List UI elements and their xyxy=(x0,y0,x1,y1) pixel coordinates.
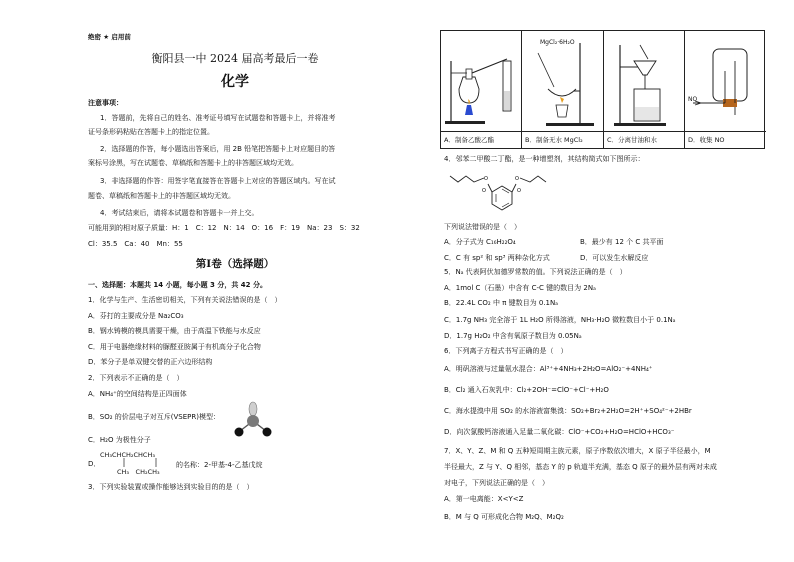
note-line: 3．非选择题的作答：用签字笔直接答在答题卡上对应的答题区域内。写在试 xyxy=(100,177,336,185)
q3-stem: 3．下列实验装置或操作能够达到实验目的的是（ ） xyxy=(88,483,254,491)
apparatus-c xyxy=(604,31,685,148)
note-line: 题卷、草稿纸和答题卡上的非答题区域均无效。 xyxy=(88,192,235,200)
q7-stem-line1: 7．X、Y、Z、M 和 Q 五种短周期主族元素，原子序数依次增大，X 原子半径最小，M xyxy=(444,447,711,455)
q4-option-d: D．可以发生水解反应 xyxy=(580,254,649,262)
apparatus-a xyxy=(441,31,522,148)
q4-option-c: C．C 有 sp² 和 sp³ 两种杂化方式 xyxy=(444,254,550,262)
mgcl2-label: MgCl₂·6H₂O xyxy=(540,39,575,46)
q6-option-d: D．向次氯酸钙溶液通入足量二氧化碳：ClO⁻+CO₂+H₂O=HClO+HCO₃⁻ xyxy=(444,428,675,436)
atomic-masses: 可能用到的相对原子质量：H：1 C：12 N：14 O：16 F：19 Na：23 S：32 xyxy=(88,224,360,232)
note-line: 4．考试结束后，请将本试题卷和答题卡一并上交。 xyxy=(100,209,259,217)
note-line: 1．答题前，先将自己的姓名、准考证号填写在试题卷和答题卡上，并将准考 xyxy=(100,114,336,122)
q5-option-c: C．1.7g NH₃ 完全溶于 1L H₂O 所得溶液，NH₃·H₂O 微粒数目小于 0.1Nₐ xyxy=(444,316,676,324)
caption-a: A．制备乙酸乙酯 xyxy=(441,131,521,148)
secret-tag: 绝密 ★ 启用前 xyxy=(88,33,131,41)
q2-option-d-prefix: D． xyxy=(88,460,101,468)
q5-option-d: D．1.7g H₂O₂ 中含有氧原子数目为 0.05Nₐ xyxy=(444,332,582,340)
exam-title: 衡阳县一中 2024 届高考最后一卷 xyxy=(151,52,319,65)
filtration-apparatus-icon xyxy=(604,31,685,133)
subject-title: 化学 xyxy=(221,74,249,90)
caption-b: B．制备无水 MgCl₂ xyxy=(522,131,603,148)
q1-option-a: A．芬打的主要成分是 Na₂CO₃ xyxy=(88,312,184,320)
branch-bonds-icon xyxy=(100,458,180,468)
q4-after: 下列说法错误的是（ ） xyxy=(444,223,521,231)
note-line: 案标号涂黑，写在试题卷、草稿纸和答题卡上的非答题区域均无效。 xyxy=(88,159,298,167)
q1-option-b: B．钢水铸模的模具需要干燥，由于高温下铁能与水反应 xyxy=(88,327,261,335)
q7-stem-line2: 半径最大，Z 与 Y、Q 相邻，基态 Y 的 p 轨道半充满，基态 Q 原子的最外层有两对未成 xyxy=(444,463,717,471)
apparatus-table xyxy=(440,30,765,149)
q5-option-a: A．1mol C（石墨）中含有 C-C 键的数目为 2Nₐ xyxy=(444,284,596,292)
section-title: 第Ⅰ卷（选择题） xyxy=(195,258,275,270)
so2-vsepr-model-icon xyxy=(229,400,277,442)
caption-d: D．收集 NO xyxy=(685,131,766,148)
note-line: 证号条形码粘贴在答题卡上的指定位置。 xyxy=(88,128,214,136)
q6-option-b: B．Cl₂ 通入石灰乳中：Cl₂+2OH⁻=ClO⁻+Cl⁻+H₂O xyxy=(444,386,609,394)
q1-option-d: D．苯分子是单双键交替的正六边形结构 xyxy=(88,358,213,366)
q2-structure-top: CH₃CHCH₂CHCH₃ xyxy=(100,451,155,459)
q2-option-a: A．NH₄⁺的空间结构是正四面体 xyxy=(88,390,187,398)
q2-option-b: B．SO₂ 的价层电子对互斥(VSEPR)模型： xyxy=(88,413,220,421)
dibutyl-phthalate-structure-icon xyxy=(444,166,554,218)
caption-c: C．分离甘油和水 xyxy=(604,131,684,148)
apparatus-d xyxy=(685,31,766,148)
q6-option-c: C．海水提溴中用 SO₂ 的水溶液富集溴：SO₂+Br₂+2H₂O=2H⁺+SO₄²⁻+2HBr xyxy=(444,407,692,415)
q4-option-a: A．分子式为 C₁₆H₂₂O₄ xyxy=(444,238,516,246)
svg-text:O: O xyxy=(515,176,519,182)
apparatus-b xyxy=(522,31,604,148)
q7-option-b: B．M 与 Q 可形成化合物 M₂Q、M₂Q₂ xyxy=(444,513,564,521)
svg-text:O: O xyxy=(484,176,488,182)
q4-stem: 4．邻苯二甲酸二丁酯，是一种增塑剂，其结构简式如下图所示： xyxy=(444,155,645,163)
no-label: NO xyxy=(688,96,698,103)
q2-structure-bottom: CH₃ CH₂CH₃ xyxy=(117,468,160,476)
q1-stem: 1．化学与生产、生活密切相关，下列有关说法错误的是（ ） xyxy=(88,296,282,304)
q6-option-a: A．明矾溶液与过量氨水混合：Al³⁺+4NH₃+2H₂O=AlO₂⁻+4NH₄⁺ xyxy=(444,365,653,373)
q4-option-b: B．最少有 12 个 C 共平面 xyxy=(580,238,664,246)
q5-option-b: B．22.4L CO₂ 中 π 键数目为 0.1Nₐ xyxy=(444,299,558,307)
q7-stem-line3: 对电子，下列说法正确的是（ ） xyxy=(444,479,549,487)
q1-option-c: C．用于电器绝缘材料的脲醛亚胺属于有机高分子化合物 xyxy=(88,343,261,351)
note-line: 2．选择题的作答，每小题选出答案后，用 2B 铅笔把答题卡上对应题目的答 xyxy=(100,145,336,153)
q5-stem: 5．Nₐ 代表阿伏加德罗常数的值。下列说法正确的是（ ） xyxy=(444,268,627,276)
notes-heading: 注意事项： xyxy=(88,99,123,107)
q2-option-d-name: 的名称：2-甲基-4-乙基戊烷 xyxy=(176,461,263,469)
q7-option-a: A．第一电离能：X<Y<Z xyxy=(444,495,524,503)
section-instruction: 一、选择题：本题共 14 小题，每小题 3 分，共 42 分。 xyxy=(88,281,267,289)
q2-option-c: C．H₂O 为极性分子 xyxy=(88,436,151,444)
atomic-masses: Cl：35.5 Ca：40 Mn：55 xyxy=(88,240,183,248)
gas-collection-apparatus-icon xyxy=(685,31,766,133)
esterification-apparatus-icon xyxy=(441,31,522,133)
evaporation-apparatus-icon xyxy=(522,31,604,133)
q2-stem: 2．下列表示不正确的是（ ） xyxy=(88,374,184,382)
svg-text:O: O xyxy=(482,188,486,194)
svg-text:O: O xyxy=(517,188,521,194)
q6-stem: 6．下列离子方程式书写正确的是（ ） xyxy=(444,347,568,355)
